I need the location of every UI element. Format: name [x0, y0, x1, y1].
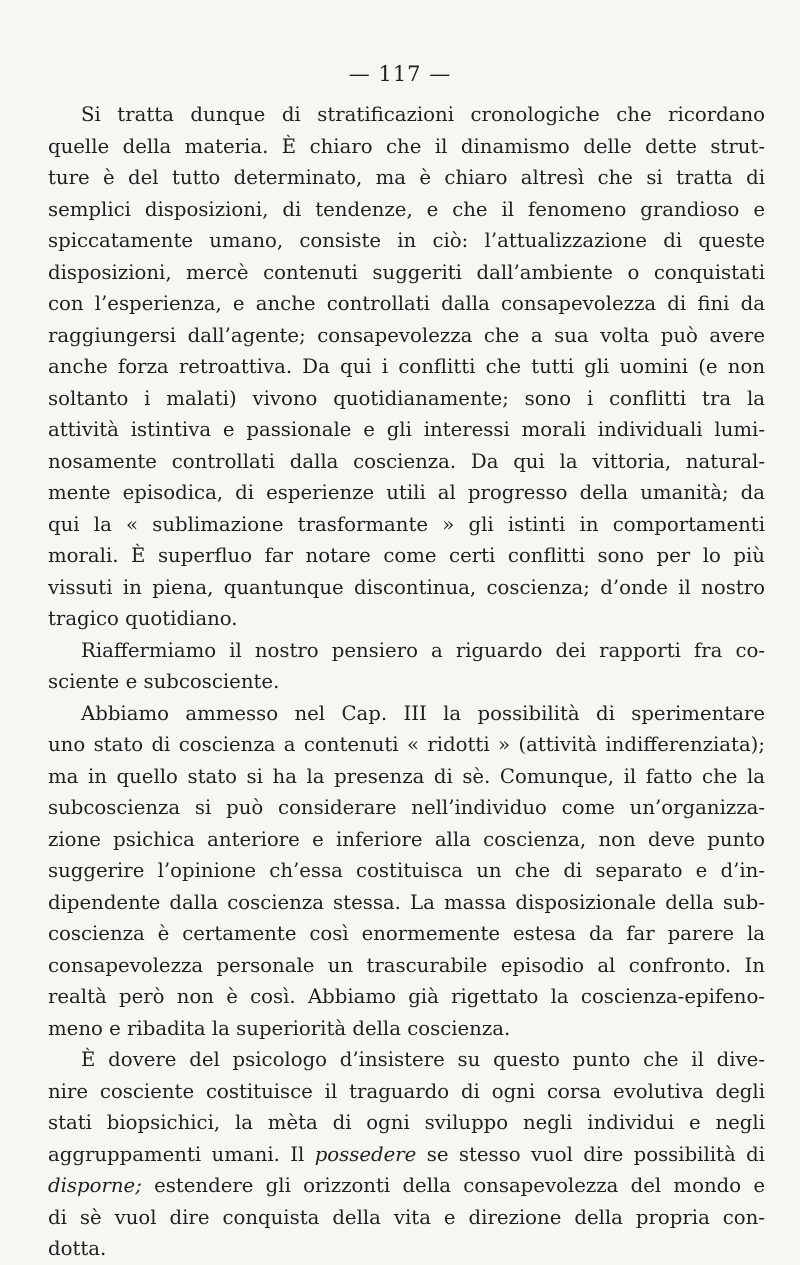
text-line: morali. È superfluo far notare come certi conflitti sono per lo più	[48, 544, 765, 567]
paragraph-1	[48, 99, 765, 635]
text-line: con l’esperienza, e anche controllati dalla consapevolezza di fini da	[48, 292, 765, 315]
text-line: attività istintiva e passionale e gli interessi morali individuali lumi-	[48, 418, 765, 441]
text-line: nosamente controllati dalla coscienza. Da qui la vittoria, natural-	[48, 449, 765, 473]
text-line: ma in quello stato si ha la presenza di sè. Comunque, il fatto che la	[48, 764, 765, 788]
text-run: aggruppamenti umani. Il	[48, 1142, 305, 1166]
text-line: suggerire l’opinione ch’essa costituisca un che di separato e d’in-	[48, 859, 765, 882]
text-line: sciente e subcosciente.	[48, 670, 280, 693]
text-line: disposizioni, mercè contenuti suggeriti dall’ambiente o conquistati	[48, 260, 765, 284]
text-line: qui la « sublimazione trasformante » gli istinti in comportamenti	[48, 512, 765, 536]
text-line: vissuti in piena, quantunque discontinua, coscienza; d’onde il nostro	[48, 575, 765, 599]
text-line: raggiungersi dall’agente; consapevolezza che a sua volta può avere	[48, 323, 765, 347]
text-line: ture è del tutto determinato, ma è chiaro altresì che si tratta di	[48, 166, 765, 189]
text-line: dotta.	[48, 1237, 107, 1260]
text-line: uno stato di coscienza a contenuti « ridotti » (attività indifferenziata);	[48, 733, 765, 756]
emphasized-word: possedere	[314, 1142, 417, 1166]
text-line: dipendente dalla coscienza stessa. La massa disposizionale della sub-	[48, 890, 765, 914]
text-line: subcoscienza si può considerare nell’individuo come un’organizza-	[48, 796, 765, 819]
text-line: Si tratta dunque di stratificazioni cronologiche che ricordano	[81, 103, 765, 126]
text-line: soltanto i malati) vivono quotidianamente; sono i conflitti tra la	[48, 386, 765, 410]
page-text	[48, 99, 765, 1265]
paragraph-2	[48, 635, 765, 698]
text-line: anche forza retroattiva. Da qui i conflitti che tutti gli uomini (e non	[48, 355, 765, 378]
emphasized-word: disporne;	[48, 1174, 142, 1197]
text-line: stati biopsichici, la mèta di ogni sviluppo negli individui e negli	[48, 1111, 765, 1134]
text-line: realtà però non è così. Abbiamo già rigettato la coscienza-epifeno-	[48, 985, 765, 1008]
text-line: di sè vuol dire conquista della vita e direzione della propria con-	[48, 1205, 765, 1229]
text-line: Abbiamo ammesso nel Cap. III la possibilità di sperimentare	[81, 701, 765, 725]
text-line: coscienza è certamente così enormemente estesa da far parere la	[48, 922, 765, 945]
text-line: semplici disposizioni, di tendenze, e che il fenomeno grandioso e	[48, 197, 765, 221]
paragraph-3	[48, 698, 765, 1045]
text-line: quelle della materia. È chiaro che il dinamismo delle dette strut-	[48, 134, 765, 158]
text-line: meno e ribadita la superiorità della coscienza.	[48, 1016, 511, 1040]
text-line: consapevolezza personale un trascurabile episodio al confronto. In	[48, 953, 765, 977]
page-number: — 117 —	[348, 62, 452, 86]
text-line: nire cosciente costituisce il traguardo di ogni corsa evolutiva degli	[48, 1079, 765, 1103]
text-line	[48, 1170, 765, 1202]
text-line: zione psichica anteriore e inferiore alla coscienza, non deve punto	[48, 827, 765, 851]
text-line: Riaffermiamo il nostro pensiero a riguardo dei rapporti fra co-	[81, 638, 765, 662]
paragraph-4	[48, 1044, 765, 1265]
text-line	[48, 1139, 765, 1171]
text-run: se stesso vuol dire possibilità di	[426, 1142, 765, 1166]
text-line: spiccatamente umano, consiste in ciò: l’attualizzazione di queste	[48, 229, 765, 252]
text-line: mente episodica, di esperienze utili al progresso della umanità; da	[48, 481, 765, 504]
text-run: estendere gli orizzonti della consapevolezza del mondo e	[154, 1174, 765, 1197]
text-line: È dovere del psicologo d’insistere su questo punto che il dive-	[81, 1048, 765, 1071]
text-line: tragico quotidiano.	[48, 607, 238, 630]
